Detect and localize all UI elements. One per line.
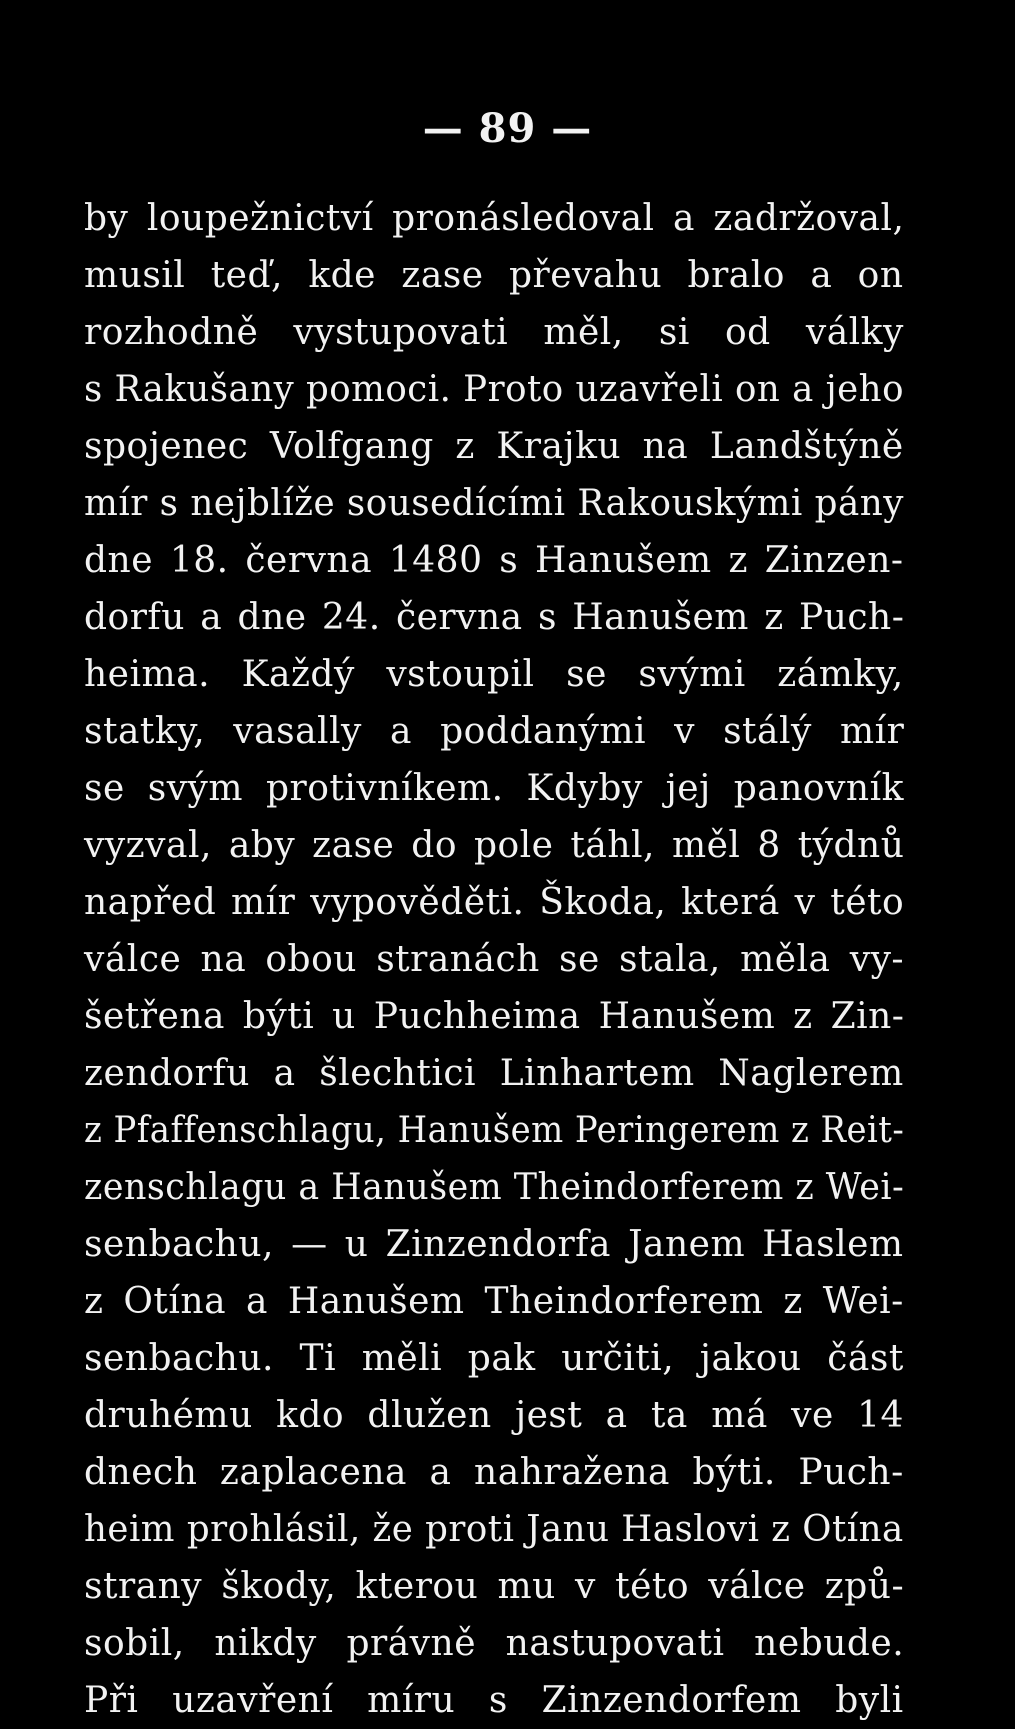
text-line: zenschlagu a Hanušem Theindorferem z Wei- [84,1167,905,1208]
text-line: spojenec Volfgang z Krajku na Landštýně [84,426,904,467]
text-line: musil teď, kde zase převahu bralo a on [84,255,904,296]
text-line: dne 18. června 1480 s Hanušem z Zinzen- [84,540,904,581]
text-line: statky, vasally a poddanými v stálý mír [84,711,905,752]
text-line: rozhodně vystupovati měl, si od války [84,312,904,353]
text-line: heima. Každý vstoupil se svými zámky, [84,654,904,695]
text-line: z Pfaffenschlagu, Hanušem Peringerem z Reit- [84,1110,905,1151]
text-line: strany škody, kterou mu v této válce způ- [84,1566,905,1607]
text-line: heim prohlásil, že proti Janu Haslovi z Otína [84,1509,904,1550]
text-line: válce na obou stranách se stala, měla vy- [84,939,905,980]
text-line: dorfu a dne 24. června s Hanušem z Puch- [84,597,905,638]
text-line: druhému kdo dlužen jest a ta má ve 14 [84,1395,904,1436]
text-line: Při uzavření míru s Zinzendorfem byli [84,1680,904,1721]
text-line: s Rakušany pomoci. Proto uzavřeli on a jeho [84,369,904,410]
text-line: zendorfu a šlechtici Linhartem Naglerem [84,1053,904,1094]
text-line: sobil, nikdy právně nastupovati nebude. [84,1623,905,1664]
text-line: senbachu, — u Zinzendorfa Janem Haslem [84,1224,904,1265]
text-line: senbachu. Ti měli pak určiti, jakou část [84,1338,904,1379]
text-line: napřed mír vypověděti. Škoda, která v této [84,882,905,923]
page-number: — 89 — [422,105,593,152]
text-line: šetřena býti u Puchheima Hanušem z Zin- [84,996,905,1037]
text-line: by loupežnictví pronásledoval a zadržoval, [84,198,905,239]
text-line: dnech zaplacena a nahražena býti. Puch- [84,1452,904,1493]
text-line: mír s nejblíže sousedícími Rakouskými pány [84,483,904,524]
text-line: se svým protivníkem. Kdyby jej panovník [84,768,904,809]
text-line: vyzval, aby zase do pole táhl, měl 8 týdnů [84,825,905,866]
body-text [84,190,904,1729]
text-line: z Otína a Hanušem Theindorferem z Wei- [84,1281,904,1322]
